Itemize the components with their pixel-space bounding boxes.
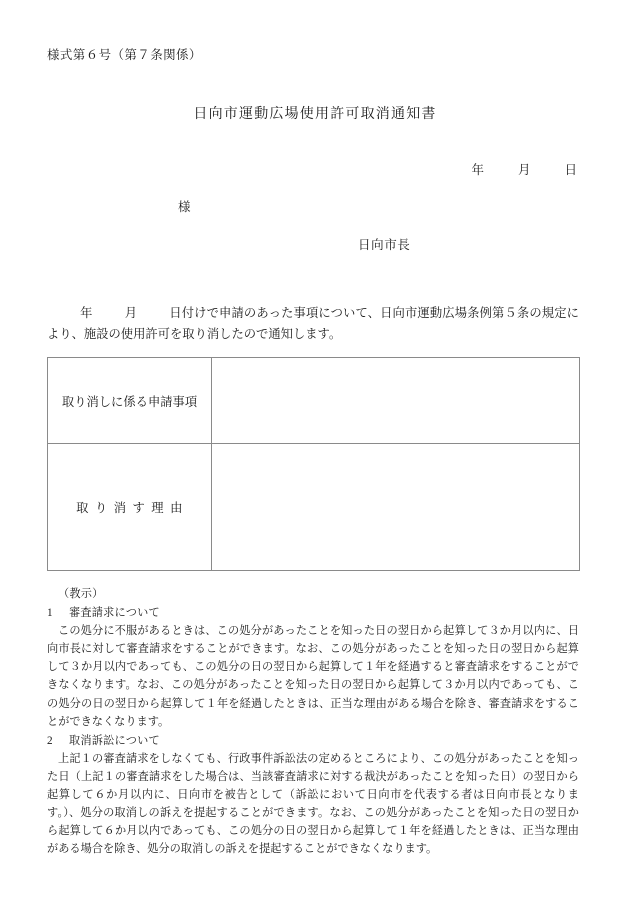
- issue-date-line: [471, 160, 577, 178]
- instruction-section-1-title: 審査請求について: [69, 607, 160, 620]
- instruction-section-1-number: 1: [47, 607, 53, 620]
- addressee-suffix: 様: [178, 200, 191, 214]
- instructions-section: [47, 585, 579, 858]
- issuer-name: 日向市長: [358, 238, 411, 252]
- row-value-cancellation-reason[interactable]: [212, 444, 580, 571]
- instruction-section-1-heading: [47, 604, 579, 622]
- row-label-application-items: 取り消しに係る申請事項: [48, 358, 212, 444]
- body-paragraph: [47, 303, 579, 345]
- date-year-label: 年: [471, 163, 484, 177]
- instruction-section-2-number: 2: [47, 734, 53, 747]
- table-row: [48, 358, 580, 444]
- application-date-month: 月: [124, 306, 138, 320]
- body-paragraph-text: 日付けで申請のあった事項について、日向市運動広場条例第５条の規定により、施設の使用許可を取り消したので通知します。: [47, 306, 579, 341]
- row-label-cancellation-reason: [48, 444, 212, 571]
- instruction-section-2-heading: [47, 732, 579, 750]
- date-month-label: 月: [517, 163, 531, 177]
- row-label-cancellation-reason-text: 取り消す理由: [76, 501, 189, 515]
- instructions-heading: （教示）: [58, 588, 104, 600]
- date-day-label: 日: [564, 163, 577, 177]
- instruction-section-2-text: 上記１の審査請求をしなくても、行政事件訴訟法の定めるところにより、この処分があったことを知った日（上記１の審査請求をした場合は、当該審査請求に対する裁決があったことを知った日）の翌日から起算して６か月以内に、日向市を被告として（訴訟において日向市を代表する者は日向市長となります。）、処分の取消しの訴えを提起することができます。なお、この処分があったことを知った日の翌日から起算して６か月以内であっても、この処分の日の翌日から起算して１年を経過したときは、正当な理由がある場合を除き、処分の取消しの訴えを提起することができなくなります。: [47, 752, 579, 856]
- page-title: 日向市運動広場使用許可取消通知書: [193, 107, 437, 122]
- table-row: [48, 444, 580, 571]
- instruction-section-2-title: 取消訴訟について: [69, 734, 160, 747]
- instruction-section-1-text: この処分に不服があるときは、この処分があったことを知った日の翌日から起算して３か月以内に、日向市長に対して審査請求をすることができます。なお、この処分があったことを知った日の翌日から起算して３か月以内であっても、この処分の日の翌日から起算して１年を経過すると審査請求をすることができなくなります。なお、この処分があったことを知った日の翌日から起算して３か月以内であっても、この処分の日の翌日から起算して１年を経過したときは、正当な理由がある場合を除き、審査請求をすることができなくなります。: [47, 625, 579, 728]
- application-date-year: 年: [80, 306, 93, 320]
- form-number: 様式第６号（第７条関係）: [47, 48, 202, 62]
- cancellation-details-table: [47, 357, 580, 571]
- row-value-application-items[interactable]: [212, 358, 580, 444]
